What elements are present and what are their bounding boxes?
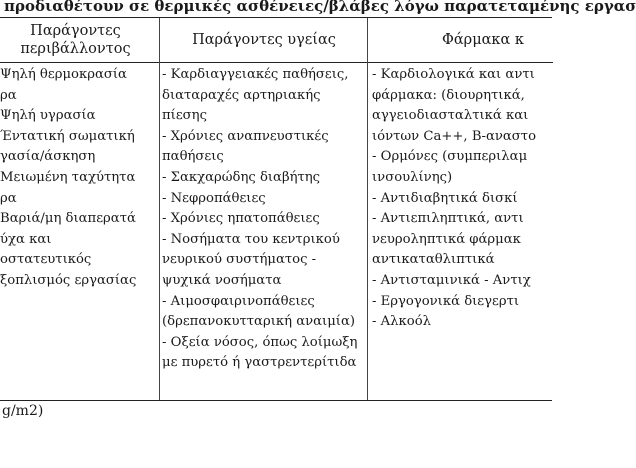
cell-line: ιόντων Ca++, Β-αναστο (372, 128, 537, 144)
cell-line: Έντατική σωματική (0, 128, 135, 144)
cell-line: ρα (0, 190, 17, 206)
column-cell (372, 65, 551, 333)
column-header (0, 18, 159, 63)
cell-line: αγγειοδιασταλτικά και (372, 108, 529, 124)
cell-line: πίεσης (162, 108, 207, 124)
cell-line: - Αιμοσφαιρινοπάθειες (162, 293, 315, 309)
cell-line: οστατευτικός (0, 252, 92, 268)
cell-line: νευροληπτικά φάρμακ (372, 231, 521, 247)
cell-line: ύχα και (0, 231, 52, 247)
cell-line: - Σακχαρώδης διαβήτης (162, 169, 321, 185)
cell-line: ξοπλισμός εργασίας (0, 272, 137, 288)
cell-line: νευρικού συστήματος - (162, 252, 317, 268)
cell-line: Βαριά/μη διαπερατά (0, 211, 136, 227)
cell-line: - Ορμόνες (συμπεριλαμ (372, 149, 528, 165)
cell-line: - Χρόνιες αναπνευστικές (162, 128, 329, 144)
column-medication (367, 18, 553, 400)
cell-line: - Οξεία νόσος, όπως λοίμωξη (162, 334, 358, 350)
cell-line: - Καρδιαγγειακές παθήσεις, (162, 67, 349, 82)
cell-line: - Νοσήματα του κεντρικού (162, 231, 340, 247)
cell-line: - Εργογονικά διεγερτι (372, 293, 520, 309)
cell-line: Ψηλή υγρασία (0, 108, 96, 124)
column-header (368, 18, 553, 63)
cell-line: Ψηλή θερμοκρασία (0, 67, 127, 82)
column-cell (0, 65, 157, 292)
risk-factors-table (0, 17, 552, 401)
cell-line: - Αλκοόλ (372, 314, 432, 330)
cell-line: γασία/άσκηση (0, 149, 96, 165)
cell-line: - Αντισταμινικά - Αντιχ (372, 272, 531, 288)
cell-line: (δρεπανοκυτταρική αναιμία) (162, 314, 356, 330)
footnote: g/m2) (2, 403, 44, 419)
cell-line: παθήσεις (162, 149, 224, 165)
section-heading: προδιαθέτουν σε θερμικές ασθένειες/βλάβες λόγω παρατεταμένης εργασ (4, 0, 636, 15)
header-line: περιβάλλοντος (20, 41, 131, 57)
cell-line: διαταραχές αρτηριακής (162, 87, 321, 103)
header-line: Φάρμακα κ (442, 32, 524, 48)
cell-line: ψυχικά νοσήματα (162, 272, 282, 288)
column-environment (0, 18, 159, 400)
cell-line: Μειωμένη ταχύτητα (0, 169, 136, 185)
header-line: Παράγοντες (30, 23, 121, 39)
cell-line: ρα (0, 87, 17, 103)
column-health (159, 18, 368, 400)
cell-line: - Νεφροπάθειες (162, 190, 266, 206)
header-line: Παράγοντες υγείας (192, 32, 336, 48)
cell-line: αντικαταθλιπτικά (372, 252, 495, 268)
cell-line: ινσουλίνης) (372, 169, 453, 185)
column-header (160, 18, 368, 63)
cell-line: φάρμακα: (διουρητικά, (372, 87, 525, 103)
cell-line: με πυρετό ή γαστρεντερίτιδα (162, 355, 357, 371)
cell-line: - Αντιεπιληπτικά, αντι (372, 211, 524, 227)
column-cell (162, 65, 366, 374)
cell-line: - Χρόνιες ηπατοπάθειες (162, 211, 320, 227)
cell-line: - Καρδιολογικά και αντι (372, 67, 535, 82)
cell-line: - Αντιδιαβητικά δισκί (372, 190, 518, 206)
